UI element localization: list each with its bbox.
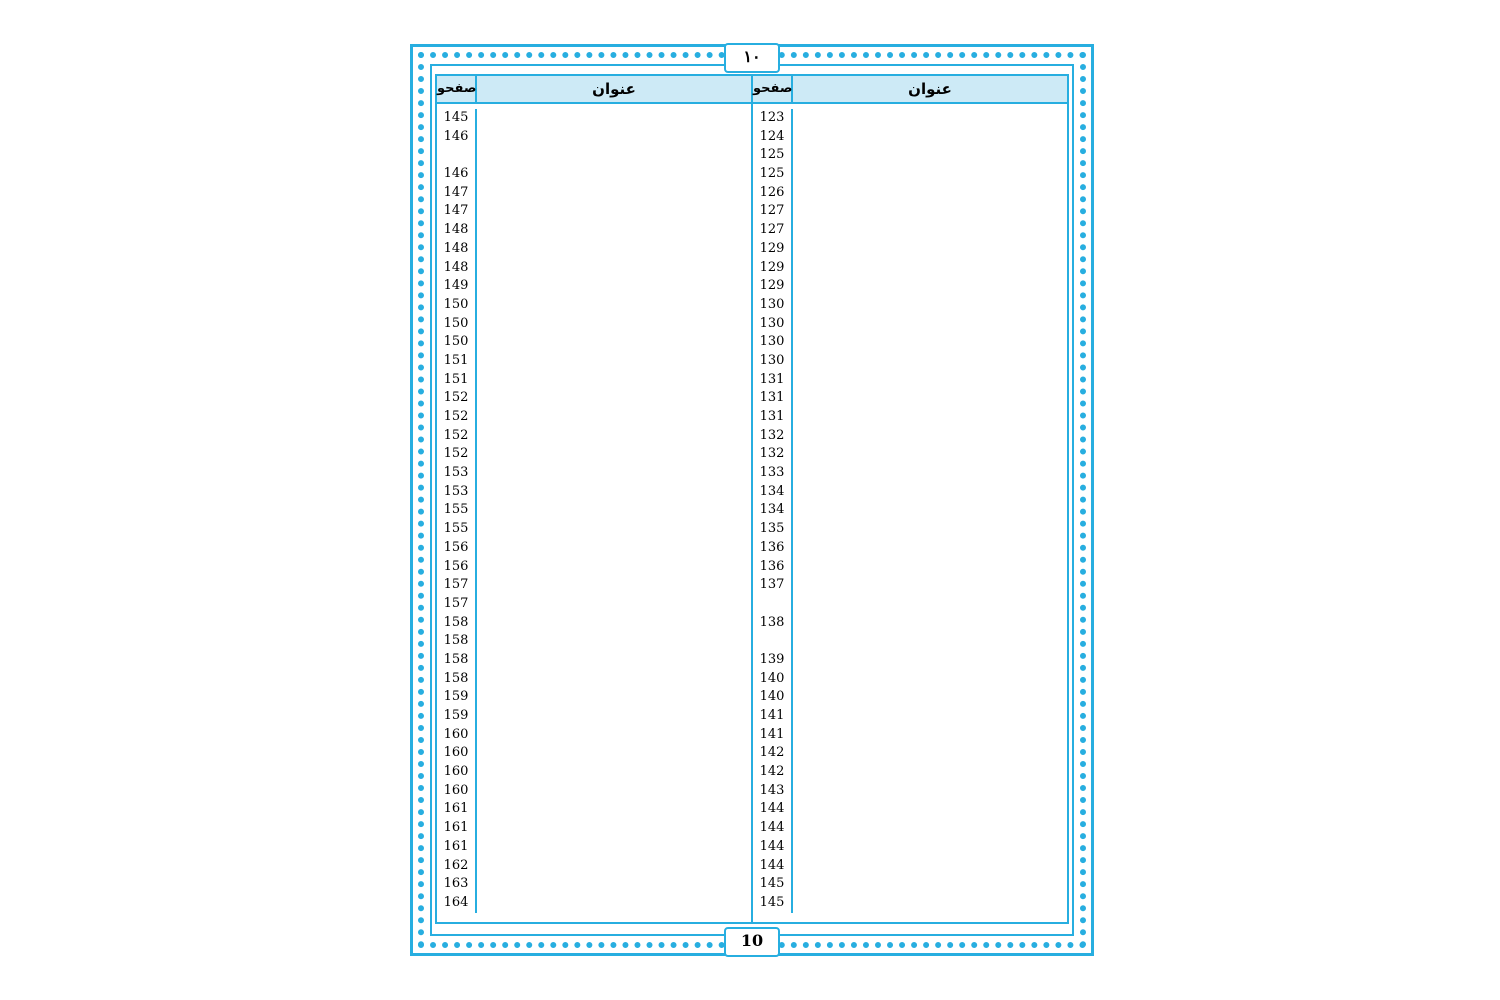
index-title <box>477 315 751 334</box>
index-page-number: 142 <box>753 763 793 782</box>
index-row <box>437 128 751 147</box>
index-row <box>753 875 1067 894</box>
index-page-number: 134 <box>753 501 793 520</box>
index-page-number: 140 <box>753 670 793 689</box>
index-page-number: 160 <box>437 782 477 801</box>
index-row <box>437 857 751 876</box>
index-title <box>477 670 751 689</box>
index-title <box>477 576 751 595</box>
index-row <box>753 333 1067 352</box>
index-row <box>753 651 1067 670</box>
header-page: صفحو <box>437 76 477 102</box>
index-row <box>753 221 1067 240</box>
index-page-number: 136 <box>753 539 793 558</box>
index-page-number: 127 <box>753 202 793 221</box>
index-row <box>753 315 1067 334</box>
index-title <box>793 800 1067 819</box>
index-page-number: 155 <box>437 501 477 520</box>
index-row <box>437 315 751 334</box>
index-page-number: 153 <box>437 464 477 483</box>
index-page-number: 140 <box>753 688 793 707</box>
index-title <box>793 333 1067 352</box>
index-page-number: 162 <box>437 857 477 876</box>
index-title <box>793 240 1067 259</box>
index-title <box>477 371 751 390</box>
index-title <box>793 688 1067 707</box>
index-row <box>437 259 751 278</box>
index-title <box>477 389 751 408</box>
index-title <box>793 707 1067 726</box>
index-row <box>437 819 751 838</box>
index-row <box>437 408 751 427</box>
index-row <box>437 632 751 651</box>
index-row <box>753 670 1067 689</box>
index-page-number: 151 <box>437 352 477 371</box>
index-row <box>437 165 751 184</box>
index-title <box>793 576 1067 595</box>
index-title <box>793 501 1067 520</box>
header-title: عنوان <box>908 80 952 98</box>
index-row <box>753 445 1067 464</box>
index-page-number: 131 <box>753 371 793 390</box>
index-row <box>437 109 751 128</box>
index-page-number: 150 <box>437 333 477 352</box>
column-header <box>437 76 751 104</box>
index-row <box>437 838 751 857</box>
index-row <box>437 202 751 221</box>
index-page-number: 150 <box>437 315 477 334</box>
index-row <box>753 782 1067 801</box>
index-row <box>437 539 751 558</box>
index-row <box>753 427 1067 446</box>
index-title <box>477 520 751 539</box>
index-title <box>793 259 1067 278</box>
index-row <box>437 744 751 763</box>
index-title <box>477 240 751 259</box>
index-title <box>477 744 751 763</box>
index-row <box>753 408 1067 427</box>
index-title <box>793 875 1067 894</box>
index-page-number: 130 <box>753 333 793 352</box>
index-page-number: 129 <box>753 277 793 296</box>
index-page-number: 144 <box>753 800 793 819</box>
index-title <box>793 539 1067 558</box>
index-page-number: 139 <box>753 651 793 670</box>
index-row <box>753 184 1067 203</box>
index-page-number: 145 <box>753 894 793 913</box>
index-page-number: 142 <box>753 744 793 763</box>
index-row <box>753 520 1067 539</box>
index-title <box>477 427 751 446</box>
index-page-number: 146 <box>437 128 477 147</box>
index-title <box>793 315 1067 334</box>
index-title <box>793 614 1067 633</box>
index-row <box>437 184 751 203</box>
index-page-number: 148 <box>437 259 477 278</box>
index-title <box>793 819 1067 838</box>
index-row <box>753 838 1067 857</box>
index-row <box>437 576 751 595</box>
index-title <box>477 333 751 352</box>
index-page-number: 133 <box>753 464 793 483</box>
index-row <box>437 670 751 689</box>
index-title <box>793 782 1067 801</box>
index-page-number: 160 <box>437 726 477 745</box>
index-title <box>477 782 751 801</box>
index-row <box>753 240 1067 259</box>
index-row <box>437 445 751 464</box>
index-row <box>753 726 1067 745</box>
index-row <box>437 707 751 726</box>
index-row <box>437 501 751 520</box>
index-row <box>437 296 751 315</box>
index-page-number <box>437 146 477 165</box>
index-page-number: 163 <box>437 875 477 894</box>
index-title <box>793 408 1067 427</box>
index-row <box>753 800 1067 819</box>
index-title <box>793 221 1067 240</box>
index-page-number: 158 <box>437 651 477 670</box>
index-page-number: 129 <box>753 259 793 278</box>
index-page-number: 160 <box>437 744 477 763</box>
index-page-number: 150 <box>437 296 477 315</box>
index-row <box>753 763 1067 782</box>
index-page-number: 161 <box>437 838 477 857</box>
index-row <box>437 277 751 296</box>
index-page-number: 147 <box>437 202 477 221</box>
index-row <box>753 259 1067 278</box>
index-page-number: 131 <box>753 408 793 427</box>
index-page-number: 123 <box>753 109 793 128</box>
index-row <box>437 875 751 894</box>
index-row <box>437 558 751 577</box>
index-page-number: 137 <box>753 576 793 595</box>
index-title <box>793 857 1067 876</box>
index-page-number: 136 <box>753 558 793 577</box>
index-page-number: 143 <box>753 782 793 801</box>
index-title <box>793 427 1067 446</box>
header-page: صفحو <box>753 76 793 102</box>
index-row <box>437 352 751 371</box>
index-row <box>437 688 751 707</box>
index-page-number: 141 <box>753 707 793 726</box>
index-title <box>477 202 751 221</box>
index-row <box>753 576 1067 595</box>
index-title <box>793 726 1067 745</box>
index-row <box>753 857 1067 876</box>
index-page-number: 130 <box>753 352 793 371</box>
index-title <box>477 838 751 857</box>
index-page-number: 131 <box>753 389 793 408</box>
index-page-number: 157 <box>437 576 477 595</box>
index-page-number: 126 <box>753 184 793 203</box>
index-page-number: 155 <box>437 520 477 539</box>
index-page-number: 124 <box>753 128 793 147</box>
index-row <box>437 763 751 782</box>
index-row <box>437 483 751 502</box>
index-row <box>753 352 1067 371</box>
index-title <box>477 651 751 670</box>
index-table <box>435 74 1069 924</box>
index-row <box>437 389 751 408</box>
index-page-number: 161 <box>437 800 477 819</box>
column-header <box>753 76 1067 104</box>
index-row <box>753 707 1067 726</box>
index-page-number: 158 <box>437 670 477 689</box>
index-page-number: 152 <box>437 389 477 408</box>
index-page-number: 156 <box>437 539 477 558</box>
index-title <box>793 651 1067 670</box>
index-row <box>437 520 751 539</box>
index-row <box>437 464 751 483</box>
index-title <box>477 800 751 819</box>
index-title <box>793 744 1067 763</box>
index-page-number: 161 <box>437 819 477 838</box>
index-title <box>477 857 751 876</box>
index-row <box>753 389 1067 408</box>
index-row <box>437 595 751 614</box>
index-row <box>753 558 1067 577</box>
index-row <box>753 202 1067 221</box>
index-row <box>753 296 1067 315</box>
index-row <box>437 240 751 259</box>
index-row <box>753 501 1067 520</box>
index-page-number: 156 <box>437 558 477 577</box>
index-title <box>477 165 751 184</box>
index-row <box>437 221 751 240</box>
index-title <box>477 259 751 278</box>
index-title <box>477 184 751 203</box>
index-row <box>753 109 1067 128</box>
index-row <box>437 894 751 913</box>
index-row <box>753 819 1067 838</box>
index-row <box>753 632 1067 651</box>
index-page-number: 145 <box>437 109 477 128</box>
index-row <box>753 277 1067 296</box>
index-page-number <box>753 632 793 651</box>
index-page-number: 164 <box>437 894 477 913</box>
index-page-number: 130 <box>753 296 793 315</box>
index-page-number <box>753 595 793 614</box>
index-row <box>753 464 1067 483</box>
index-title <box>477 221 751 240</box>
index-title <box>477 595 751 614</box>
index-row <box>437 800 751 819</box>
index-page-number: 130 <box>753 315 793 334</box>
index-title <box>793 670 1067 689</box>
index-page-number: 135 <box>753 520 793 539</box>
index-title <box>793 146 1067 165</box>
index-row <box>753 614 1067 633</box>
index-title <box>793 165 1067 184</box>
index-row <box>437 371 751 390</box>
index-title <box>477 763 751 782</box>
rows-left <box>437 104 751 922</box>
index-row <box>753 128 1067 147</box>
index-page-number: 141 <box>753 726 793 745</box>
index-title <box>477 875 751 894</box>
index-title <box>793 464 1067 483</box>
index-page-number: 157 <box>437 595 477 614</box>
index-title <box>793 763 1067 782</box>
index-page-number: 151 <box>437 371 477 390</box>
index-row <box>437 614 751 633</box>
index-title <box>477 483 751 502</box>
index-row <box>437 651 751 670</box>
index-page-number: 132 <box>753 445 793 464</box>
page-number-bottom: 10 <box>724 927 780 957</box>
index-title <box>793 184 1067 203</box>
index-row <box>753 146 1067 165</box>
index-page-number: 144 <box>753 819 793 838</box>
index-page-number: 149 <box>437 277 477 296</box>
index-column-right <box>753 76 1067 922</box>
index-title <box>793 894 1067 913</box>
index-title <box>793 838 1067 857</box>
index-title <box>793 558 1067 577</box>
index-row <box>753 595 1067 614</box>
index-title <box>477 501 751 520</box>
index-page-number: 129 <box>753 240 793 259</box>
index-page-number: 134 <box>753 483 793 502</box>
index-title <box>477 277 751 296</box>
index-title <box>793 595 1067 614</box>
index-page-number: 148 <box>437 240 477 259</box>
index-page-number: 145 <box>753 875 793 894</box>
index-title <box>793 520 1067 539</box>
index-page-number: 158 <box>437 632 477 651</box>
index-title <box>793 128 1067 147</box>
index-title <box>477 352 751 371</box>
index-title <box>477 539 751 558</box>
index-title <box>793 483 1067 502</box>
index-page-number: 125 <box>753 146 793 165</box>
index-page-number: 159 <box>437 707 477 726</box>
index-title <box>793 296 1067 315</box>
index-column-left <box>437 76 753 922</box>
index-title <box>477 558 751 577</box>
index-page-number: 148 <box>437 221 477 240</box>
index-title <box>477 688 751 707</box>
index-title <box>477 464 751 483</box>
index-page-number: 147 <box>437 184 477 203</box>
header-title: عنوان <box>592 80 636 98</box>
index-title <box>477 726 751 745</box>
index-row <box>437 726 751 745</box>
index-title <box>793 202 1067 221</box>
index-title <box>793 109 1067 128</box>
index-title <box>477 819 751 838</box>
index-title <box>477 408 751 427</box>
index-page-number: 146 <box>437 165 477 184</box>
index-title <box>793 371 1067 390</box>
index-row <box>753 483 1067 502</box>
index-page-number: 127 <box>753 221 793 240</box>
index-row <box>437 427 751 446</box>
index-page-number: 144 <box>753 838 793 857</box>
index-title <box>477 894 751 913</box>
index-title <box>793 445 1067 464</box>
index-row <box>753 744 1067 763</box>
index-title <box>477 445 751 464</box>
index-title <box>793 277 1067 296</box>
index-page-number: 144 <box>753 857 793 876</box>
index-page-number: 159 <box>437 688 477 707</box>
index-row <box>437 146 751 165</box>
index-page-number: 153 <box>437 483 477 502</box>
index-page-number: 152 <box>437 427 477 446</box>
index-row <box>753 371 1067 390</box>
index-title <box>477 128 751 147</box>
index-page-number: 132 <box>753 427 793 446</box>
index-title <box>793 352 1067 371</box>
index-row <box>753 165 1067 184</box>
rows-right <box>753 104 1067 922</box>
index-row <box>753 894 1067 913</box>
index-title <box>477 632 751 651</box>
index-title <box>477 296 751 315</box>
index-page-number: 158 <box>437 614 477 633</box>
index-title <box>477 614 751 633</box>
index-page-number: 152 <box>437 445 477 464</box>
index-title <box>477 109 751 128</box>
index-page-number: 152 <box>437 408 477 427</box>
index-page-number: 160 <box>437 763 477 782</box>
index-title <box>793 632 1067 651</box>
index-title <box>477 146 751 165</box>
index-row <box>753 688 1067 707</box>
page-number-top: ١٠ <box>724 43 780 73</box>
index-title <box>477 707 751 726</box>
index-row <box>753 539 1067 558</box>
page-frame <box>410 44 1094 956</box>
index-page-number: 138 <box>753 614 793 633</box>
index-title <box>793 389 1067 408</box>
index-page-number: 125 <box>753 165 793 184</box>
index-row <box>437 782 751 801</box>
index-row <box>437 333 751 352</box>
